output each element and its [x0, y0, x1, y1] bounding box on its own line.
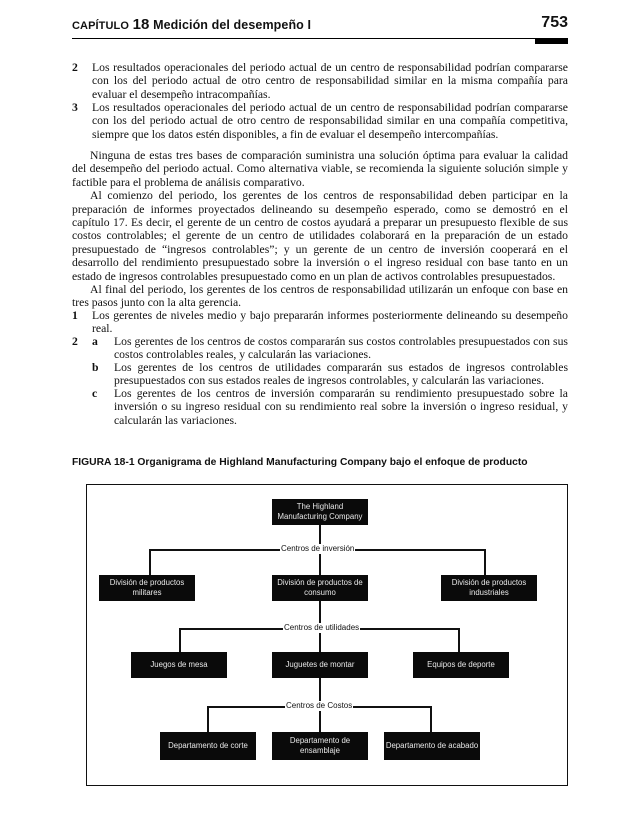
list-text: Los gerentes de niveles medio y bajo prepararán informes posteriormente delineando su desempeño real. — [92, 309, 568, 336]
page-header — [72, 14, 568, 40]
list-number: 1 — [72, 309, 78, 322]
chapter-number: 18 — [132, 16, 150, 33]
org-box-profit-center: Juegos de mesa — [131, 652, 227, 678]
org-chart-frame — [86, 484, 568, 786]
list-number: 2 — [72, 335, 78, 348]
chapter-prefix: CAPÍTULO — [72, 20, 130, 32]
list-number: 3 — [72, 101, 78, 114]
connector-line — [458, 628, 460, 652]
list-text: Los resultados operacionales del periodo actual de un centro de responsabilidad podrían compararse con los del periodo actual de otro centro de responsabilidad similar en la misma compañía para evaluar el desempeño intracompañías. — [92, 61, 568, 101]
list-item — [72, 61, 568, 103]
header-rule — [72, 38, 568, 39]
chapter-title: Medición del desempeño I — [153, 18, 312, 32]
list-letter: c — [92, 387, 98, 400]
org-box-division: División de productos industriales — [441, 575, 537, 601]
org-box-profit-center: Equipos de deporte — [413, 652, 509, 678]
list-item — [72, 387, 568, 429]
list-letter: a — [92, 335, 98, 348]
connector-line — [207, 706, 209, 732]
list-letter: b — [92, 361, 99, 374]
list-number: 2 — [72, 61, 78, 74]
list-item — [72, 361, 568, 389]
body-text — [72, 149, 568, 310]
connector-line — [484, 549, 486, 576]
list-item — [72, 101, 568, 143]
label-investment-centers: Centros de inversión — [281, 544, 355, 553]
paragraph: Al final del periodo, los gerentes de los centros de responsabilidad utilizarán un enfoque con base en tres pasos junto con la alta gerencia. — [72, 283, 568, 310]
list-text: Los gerentes de los centros de inversión compararán su rendimiento presupuestado sobre la inversión o su ingreso residual con su rendimiento real sobre la inversión o ingreso residual, y calcularán las variaciones. — [114, 387, 568, 427]
list-text: Los gerentes de los centros de utilidades compararán sus estados de ingresos controlables presupuestados con sus estados reales de ingresos controlables, y calcularán las variaciones. — [114, 361, 568, 388]
list-item — [72, 309, 568, 337]
org-box-division: División de productos militares — [99, 575, 195, 601]
connector-line — [179, 628, 181, 652]
paragraph: Al comienzo del periodo, los gerentes de los centros de responsabilidad deben participar en la preparación de informes proyectados delineando su desempeño esperado, como se demostró en el capítulo 17. Es decir, el gerente de un centro de costos ayudará a preparar un presupuesto flexible de sus costos controlables; el gerente de un centro de utilidades colaborará en la preparación de un estado presupuestado de “ingresos controlables”; y un gerente de un centro de inversión cooperará en el desarrollo del rendimiento presupuestado sobre la inversión o el ingreso residual con base tanto en un estado de ingresos controlables presupuestado como en un plan de activos controlables presupuestados. — [72, 189, 568, 283]
list-text: Los resultados operacionales del periodo actual de un centro de responsabilidad podrían compararse con los del periodo actual de otro centro de responsabilidad similar en una compañía competitiva, siempre que los datos estén disponibles, a fin de evaluar el desempeño intercompañías. — [92, 101, 568, 141]
connector-line — [430, 706, 432, 732]
connector-line — [149, 549, 151, 576]
org-box-profit-center: Juguetes de montar — [272, 652, 368, 678]
label-profit-centers: Centros de utilidades — [284, 623, 360, 632]
list-text: Los gerentes de los centros de costos compararán sus costos controlables presupuestados con sus costos controlables reales, y calcularán las variaciones. — [114, 335, 568, 362]
org-box-division: División de productos de consumo — [272, 575, 368, 601]
org-box-company: The Highland Manufacturing Company — [272, 499, 368, 525]
running-head — [72, 16, 311, 33]
page-number: 753 — [541, 14, 568, 31]
org-box-department: Departamento de ensamblaje — [272, 732, 368, 760]
list-item — [72, 335, 568, 363]
header-bar — [535, 38, 568, 44]
figure-caption: FIGURA 18-1 Organigrama de Highland Manufacturing Company bajo el enfoque de producto — [72, 457, 528, 468]
org-box-department: Departamento de corte — [160, 732, 256, 760]
label-cost-centers: Centros de Costos — [286, 701, 353, 710]
org-box-department: Departamento de acabado — [384, 732, 480, 760]
paragraph: Ninguna de estas tres bases de comparación suministra una solución óptima para evaluar la calidad del desempeño del periodo actual. Como alternativa viable, se recomienda la siguiente solución simple y factible para el problema de análisis comparativo. — [72, 149, 568, 189]
